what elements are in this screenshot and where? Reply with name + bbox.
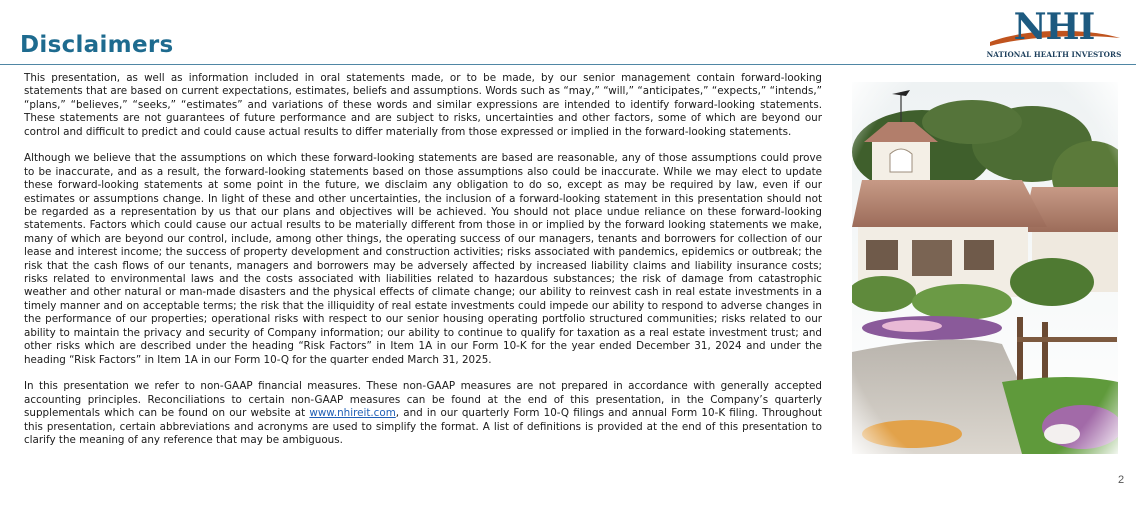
non-gaap-text-start: In this presentation we refer to non-GAAP financial measures. These non-GAAP measures are not prepared in accordance with generally accepted accounting principles. Reconciliations to certain non-GAAP measures can be found at the end of this presentation, in the Company’s quarterly supplementals which can be found on our website at (24, 380, 822, 420)
forward-looking-paragraph: This presentation, as well as information included in oral statements made, or to be made, by our senior management contain forward-looking statements that are based on current expectations, estimates, beliefs and assumptions. Words such as “may,” “will,” “anticipates,” “expects,” “intends,” “plans,” “believes,” “seeks,” “estimates” and variations of these words and similar expressions are intended to identify forward-looking statements. These statements are not guarantees of future performance and are subject to risks, uncertainties and other factors, some of which are beyond our control and difficult to predict and could cause actual results to differ materially from those expressed or implied in the forward-looking statements. (24, 72, 822, 138)
logo-letters: NHI (1013, 6, 1095, 48)
logo-subtitle: NATIONAL HEALTH INVESTORS (986, 50, 1122, 59)
nhi-logo (984, 8, 1124, 62)
non-gaap-text-end: , and in our quarterly Form 10-Q filings and annual Form 10-K filing. Throughout this presentation, certain abbreviations and acronyms are used to simplify the format. A list of definitions is provided at the end of this presentation to clarify the meaning of any reference that may be ambiguous. (24, 407, 822, 446)
non-gaap-paragraph (24, 380, 822, 447)
page-title: Disclaimers (20, 32, 174, 58)
header-divider (0, 64, 1136, 65)
disclaimer-body (24, 72, 822, 461)
senior-housing-photo (852, 82, 1118, 454)
website-link[interactable]: www.nhireit.com (309, 407, 396, 420)
assumptions-paragraph: Although we believe that the assumptions on which these forward-looking statements are based are reasonable, any of those assumptions could prove to be inaccurate, and as a result, the forward-looking statements based on those assumptions also could be inaccurate. While we may elect to update these forward-looking statements at some point in the future, we disclaim any obligation to do so, except as may be required by law, even if our estimates or assumptions change. In light of these and other uncertainties, the inclusion of a forward-looking statement in this presentation should not be regarded as a representation by us that our plans and objectives will be achieved. You should not place undue reliance on these forward-looking statements. Factors which could cause our actual results to be materially different from those in or implied by the forward looking statements we make, many of which are beyond our control, include, among other things, the operating success of our managers, tenants and borrowers for collection of our lease and interest income; the success of property development and construction activities; risks associated with pandemics, epidemics or outbreak; the risk that the cash flows of our tenants, managers and borrowers may be adversely affected by increased liability claims and liability insurance costs; risks related to environmental laws and the costs associated with liabilities related to hazardous substances; the risk of damage from catastrophic weather and other natural or man-made disasters and the physical effects of climate change; our ability to reinvest cash in real estate investments in a timely manner and on acceptable terms; the risk that the illiquidity of real estate investments could impede our ability to respond to adverse changes in the performance of our properties; operational risks with respect to our senior housing operating portfolio structured communities; risks related to our ability to maintain the privacy and security of Company information; our ability to continue to qualify for taxation as a real estate investment trust; and other risks which are described under the heading “Risk Factors” in Item 1A in our Form 10-K for the year ended December 31, 2024 and under the heading “Risk Factors” in Item 1A in our Form 10-Q for the quarter ended March 31, 2025. (24, 152, 822, 366)
page-number: 2 (1118, 474, 1125, 486)
